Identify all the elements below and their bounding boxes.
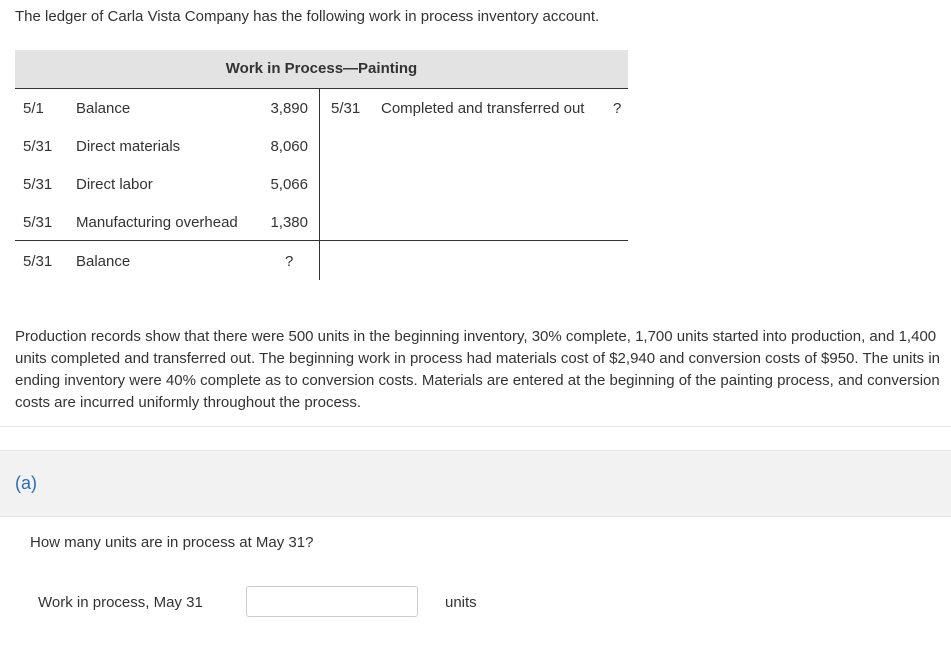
debit-description: Direct materials: [76, 138, 181, 155]
credit-description: Completed and transferred out: [381, 100, 585, 117]
answer-row-label: Work in process, May 31: [38, 594, 203, 611]
units-label: units: [445, 594, 477, 611]
intro-text: The ledger of Carla Vista Company has the following work in process inventory account.: [15, 8, 600, 25]
credit-date: 5/31: [331, 100, 361, 117]
units-answer-input[interactable]: [246, 586, 418, 617]
t-account-vertical-rule: [319, 89, 320, 280]
debit-amount: 8,060: [270, 138, 308, 155]
t-account-balance-rule: [15, 240, 628, 241]
t-account-header: [15, 50, 628, 89]
balance-description: Balance: [76, 253, 131, 270]
production-records-paragraph: Production records show that there were 500 units in the beginning inventory, 30% complete, 1,700 units started into production, and 1,400 units completed and transferred out. The beginning work in process had materials cost of $2,940 and conversion costs of $950. The units in ending inventory were 40% complete as to conversion costs. Materials are entered at the beginning of the painting process, and conversion costs are incurred uniformly throughout the process.: [15, 328, 940, 411]
debit-date: 5/1: [23, 100, 44, 117]
section-divider: [0, 426, 951, 427]
part-label: (a): [15, 473, 37, 493]
debit-date: 5/31: [23, 138, 53, 155]
debit-amount: 5,066: [270, 176, 308, 193]
credit-amount: ?: [613, 100, 622, 117]
debit-description: Direct labor: [76, 176, 153, 193]
part-header: [0, 450, 951, 517]
t-account-title: Work in Process—Painting: [225, 60, 418, 77]
debit-description: Balance: [76, 100, 131, 117]
question-text: How many units are in process at May 31?: [30, 534, 314, 551]
balance-amount: ?: [285, 253, 294, 270]
balance-date: 5/31: [23, 253, 53, 270]
debit-amount: 1,380: [270, 214, 308, 231]
debit-amount: 3,890: [270, 100, 308, 117]
debit-date: 5/31: [23, 176, 53, 193]
debit-description: Manufacturing overhead: [76, 214, 238, 231]
debit-date: 5/31: [23, 214, 53, 231]
t-account: [15, 50, 628, 280]
